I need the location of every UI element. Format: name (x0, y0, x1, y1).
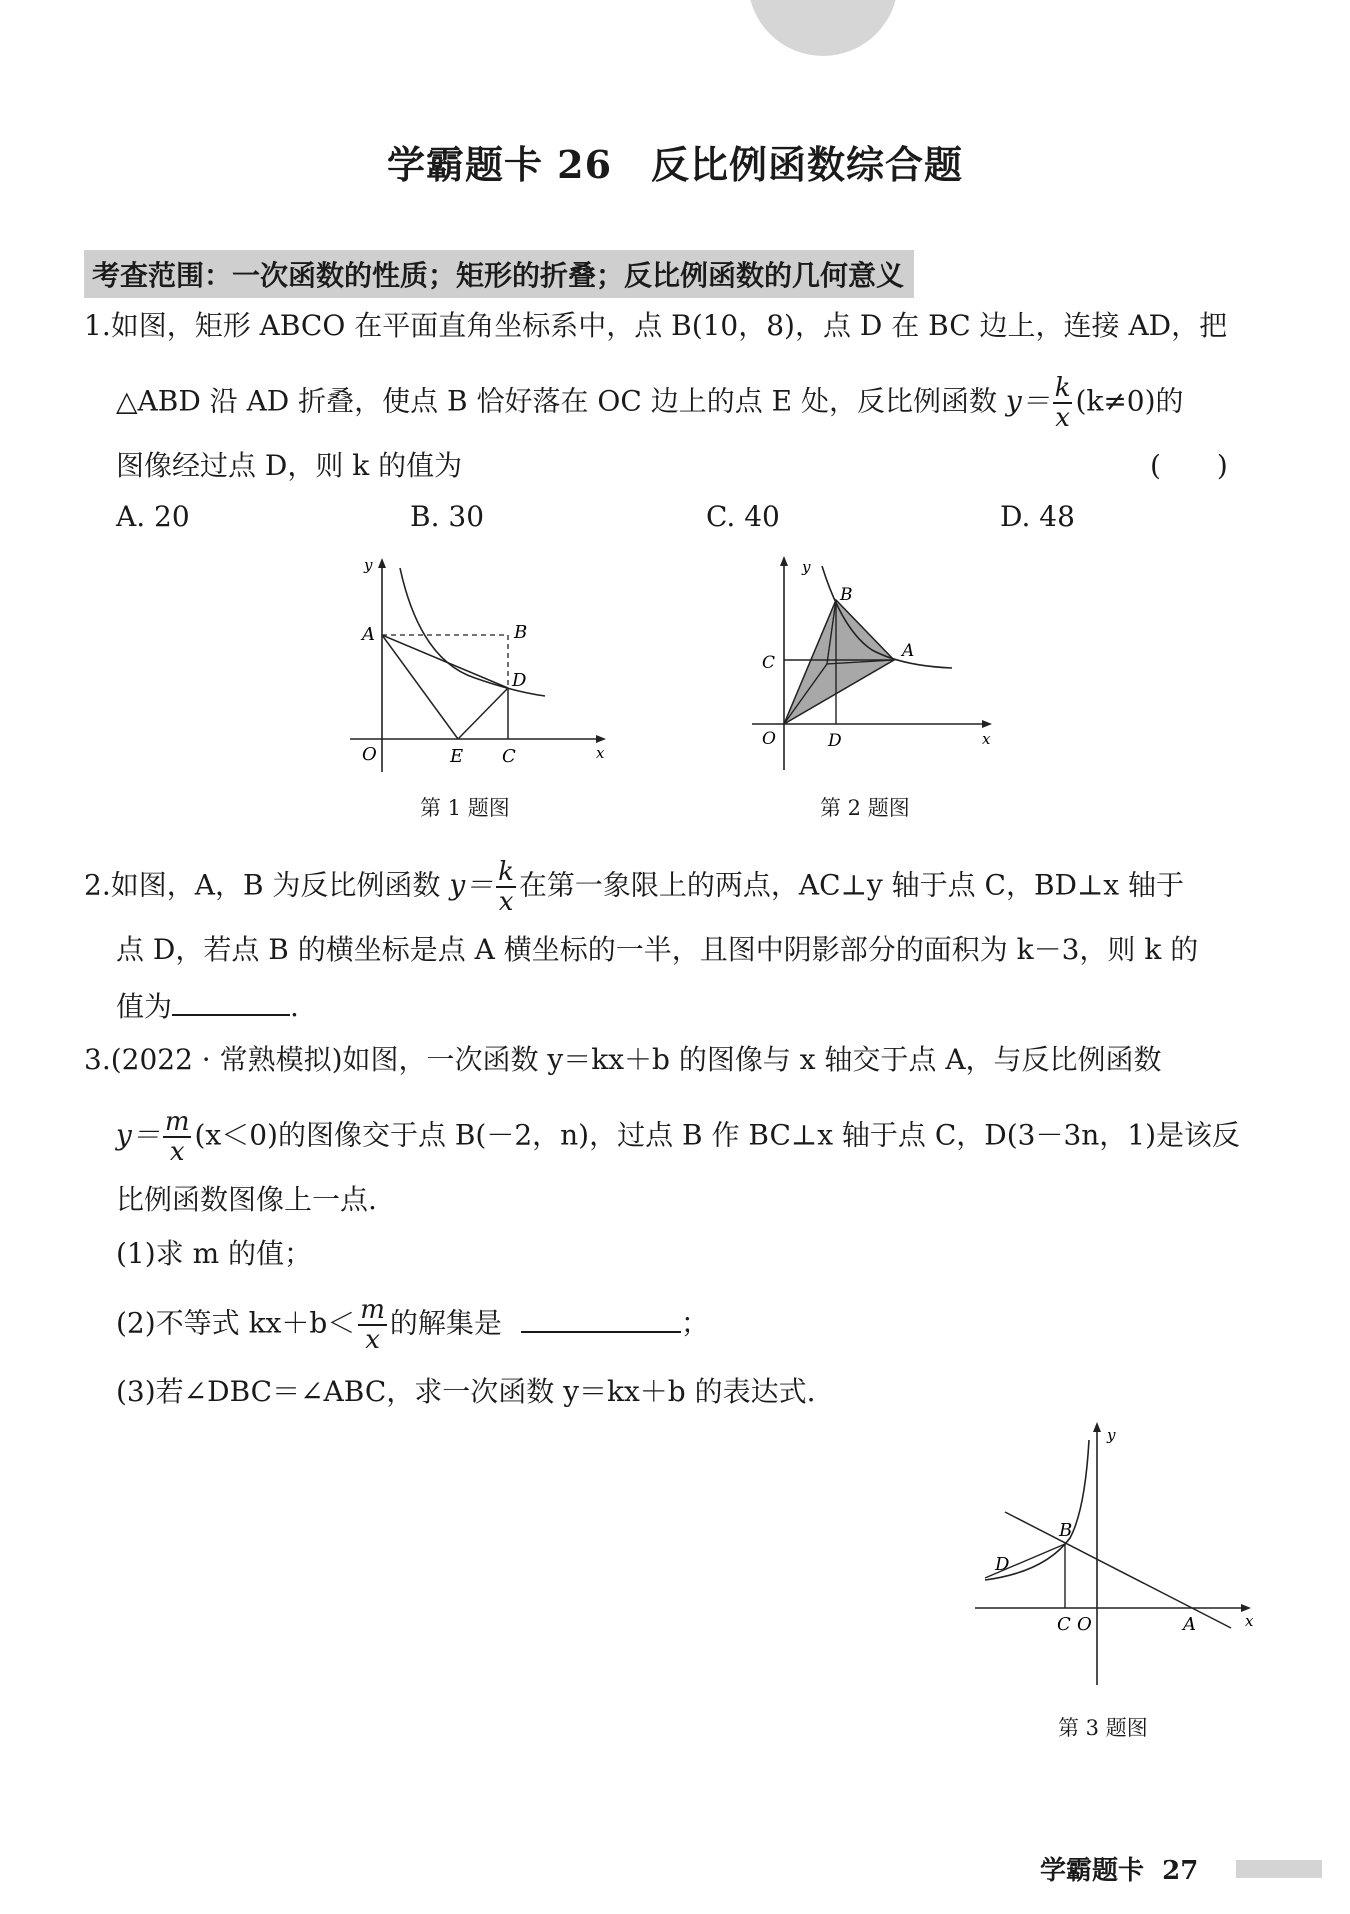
q2-text-1a: 如图，A，B 为反比例函数 (110, 868, 450, 902)
fig2-label-o: O (762, 729, 776, 749)
q3-part2-text-a: (2)不等式 kx＋b＜ (116, 1306, 356, 1340)
q1-y-eq: y＝ (1005, 384, 1050, 418)
top-tab-decoration (748, 0, 898, 56)
figure-3 (975, 1420, 1265, 1690)
q1-choice-b: B. 30 (410, 500, 485, 533)
fig3-label-d: D (995, 1554, 1010, 1575)
q3-part1: (1)求 m 的值； (116, 1237, 313, 1270)
q1-fraction (1053, 374, 1073, 432)
q1-frac-den: x (1055, 403, 1070, 433)
fig1-label-e: E (450, 746, 464, 767)
q1-line3: 图像经过点 D，则 k 的值为 (116, 449, 463, 482)
q3-number: 3. (84, 1043, 111, 1076)
fig1-label-y: y (364, 556, 373, 574)
page-title: 学霸题卡 26 反比例函数综合题 (386, 142, 964, 187)
fig1-label-a: A (362, 624, 375, 645)
q2-line1 (84, 858, 1184, 916)
q2-y-eq: y＝ (449, 868, 494, 902)
q3-text-1: (2022 · 常熟模拟)如图，一次函数 y＝kx＋b 的图像与 x 轴交于点 A，与反比例函数 (110, 1043, 1162, 1076)
footer-brand: 学霸题卡 (1040, 1856, 1145, 1886)
fig1-y-arrow (378, 558, 386, 568)
fig1-label-b: B (514, 622, 528, 643)
footer-decoration-bar (1236, 1860, 1322, 1878)
q3-part2-text-b: 的解集是 (389, 1306, 502, 1340)
fig1-caption: 第 1 题图 (420, 796, 510, 820)
q3-y-eq: y＝ (116, 1118, 160, 1152)
q1-line1 (84, 306, 1227, 346)
q1-choice-a: A. 20 (116, 500, 190, 533)
q2-line3 (116, 984, 299, 1027)
fig3-label-o: O (1077, 1614, 1092, 1635)
q2-frac-den: x (498, 887, 514, 917)
fig3-x-arrow (1241, 1604, 1251, 1612)
q3-part2-answer-blank[interactable] (521, 1301, 681, 1333)
q2-line2: 点 D，若点 B 的横坐标是点 A 横坐标的一半，且图中阴影部分的面积为 k－3，则 k 的 (116, 933, 1199, 966)
fig1-label-o: O (362, 744, 377, 765)
fig3-caption: 第 3 题图 (1058, 1716, 1148, 1740)
q1-line2 (116, 374, 1184, 432)
q3-part2-end: ； (680, 1306, 709, 1340)
q3-fraction (163, 1108, 192, 1166)
figure-2 (742, 550, 1002, 770)
q2-text-1b: 在第一象限上的两点，AC⊥y 轴于点 C，BD⊥x 轴于 (518, 868, 1184, 902)
q1-choice-c: C. 40 (706, 500, 780, 533)
q3-part2-frac-num: m (360, 1295, 385, 1325)
q1-number: 1. (84, 309, 111, 342)
fig1-segment-ed (458, 688, 508, 739)
q1-text-2a: △ABD 沿 AD 折叠，使点 B 恰好落在 OC 边上的点 E 处，反比例函数 (116, 384, 1006, 418)
fig2-shaded-triangle-ba (827, 600, 894, 664)
fig2-x-arrow (982, 720, 992, 728)
q3-part2-frac-den: x (365, 1325, 380, 1355)
fig3-label-x: x (1245, 1612, 1254, 1630)
fig3-label-y: y (1107, 1426, 1116, 1444)
fig3-label-b: B (1059, 1520, 1073, 1541)
fig2-label-b: B (840, 585, 853, 605)
fig3-linear-line (1005, 1512, 1231, 1628)
fig2-label-d: D (828, 731, 842, 751)
q3-text-2b: (x＜0)的图像交于点 B(－2，n)，过点 B 作 BC⊥x 轴于点 C，D(3－3n，1)是该反 (194, 1118, 1241, 1152)
q2-answer-blank[interactable] (172, 984, 290, 1016)
q3-part2 (116, 1296, 709, 1354)
q2-text-3: 值为 (116, 990, 173, 1023)
q1-frac-num: k (1054, 373, 1071, 403)
q2-frac-num: k (498, 857, 514, 887)
q1-text-2b: (k≠0)的 (1075, 384, 1184, 418)
fig2-label-c: C (762, 653, 776, 673)
q2-text-3-end: . (290, 990, 299, 1023)
fig1-label-c: C (502, 746, 516, 767)
fig1-label-x: x (596, 744, 605, 762)
q1-choice-d: D. 48 (1000, 500, 1075, 533)
q3-line3: 比例函数图像上一点. (116, 1183, 377, 1216)
figure-1 (340, 550, 610, 780)
q3-frac-den: x (169, 1137, 185, 1167)
q2-fraction (496, 858, 516, 916)
q3-line2 (116, 1108, 1240, 1166)
q2-number: 2. (84, 868, 111, 902)
q1-text-1: 如图，矩形 ABCO 在平面直角坐标系中，点 B(10，8)，点 D 在 BC 边上，连接 AD，把 (110, 309, 1228, 342)
q3-line1 (84, 1040, 1162, 1080)
fig3-label-c: C (1057, 1614, 1071, 1635)
fig2-label-x: x (982, 730, 991, 748)
fig3-y-arrow (1093, 1422, 1101, 1432)
q3-part3: (3)若∠DBC＝∠ABC，求一次函数 y＝kx＋b 的表达式. (116, 1375, 816, 1408)
fig2-caption: 第 2 题图 (820, 796, 910, 820)
footer-label (1040, 1850, 1198, 1887)
q3-part2-fraction (358, 1296, 387, 1354)
exam-scope-banner: 考查范围：一次函数的性质；矩形的折叠；反比例函数的几何意义 (84, 250, 914, 298)
fig1-x-arrow (596, 735, 606, 743)
footer-page-number: 27 (1162, 1856, 1199, 1886)
q3-frac-num: m (164, 1107, 190, 1137)
fig3-label-a: A (1183, 1614, 1196, 1635)
fig2-label-y: y (802, 558, 811, 576)
fig1-label-d: D (512, 670, 527, 691)
fig2-label-a: A (902, 641, 915, 661)
fig2-y-arrow (780, 556, 788, 566)
q1-answer-bracket: ( ) (1150, 449, 1228, 482)
